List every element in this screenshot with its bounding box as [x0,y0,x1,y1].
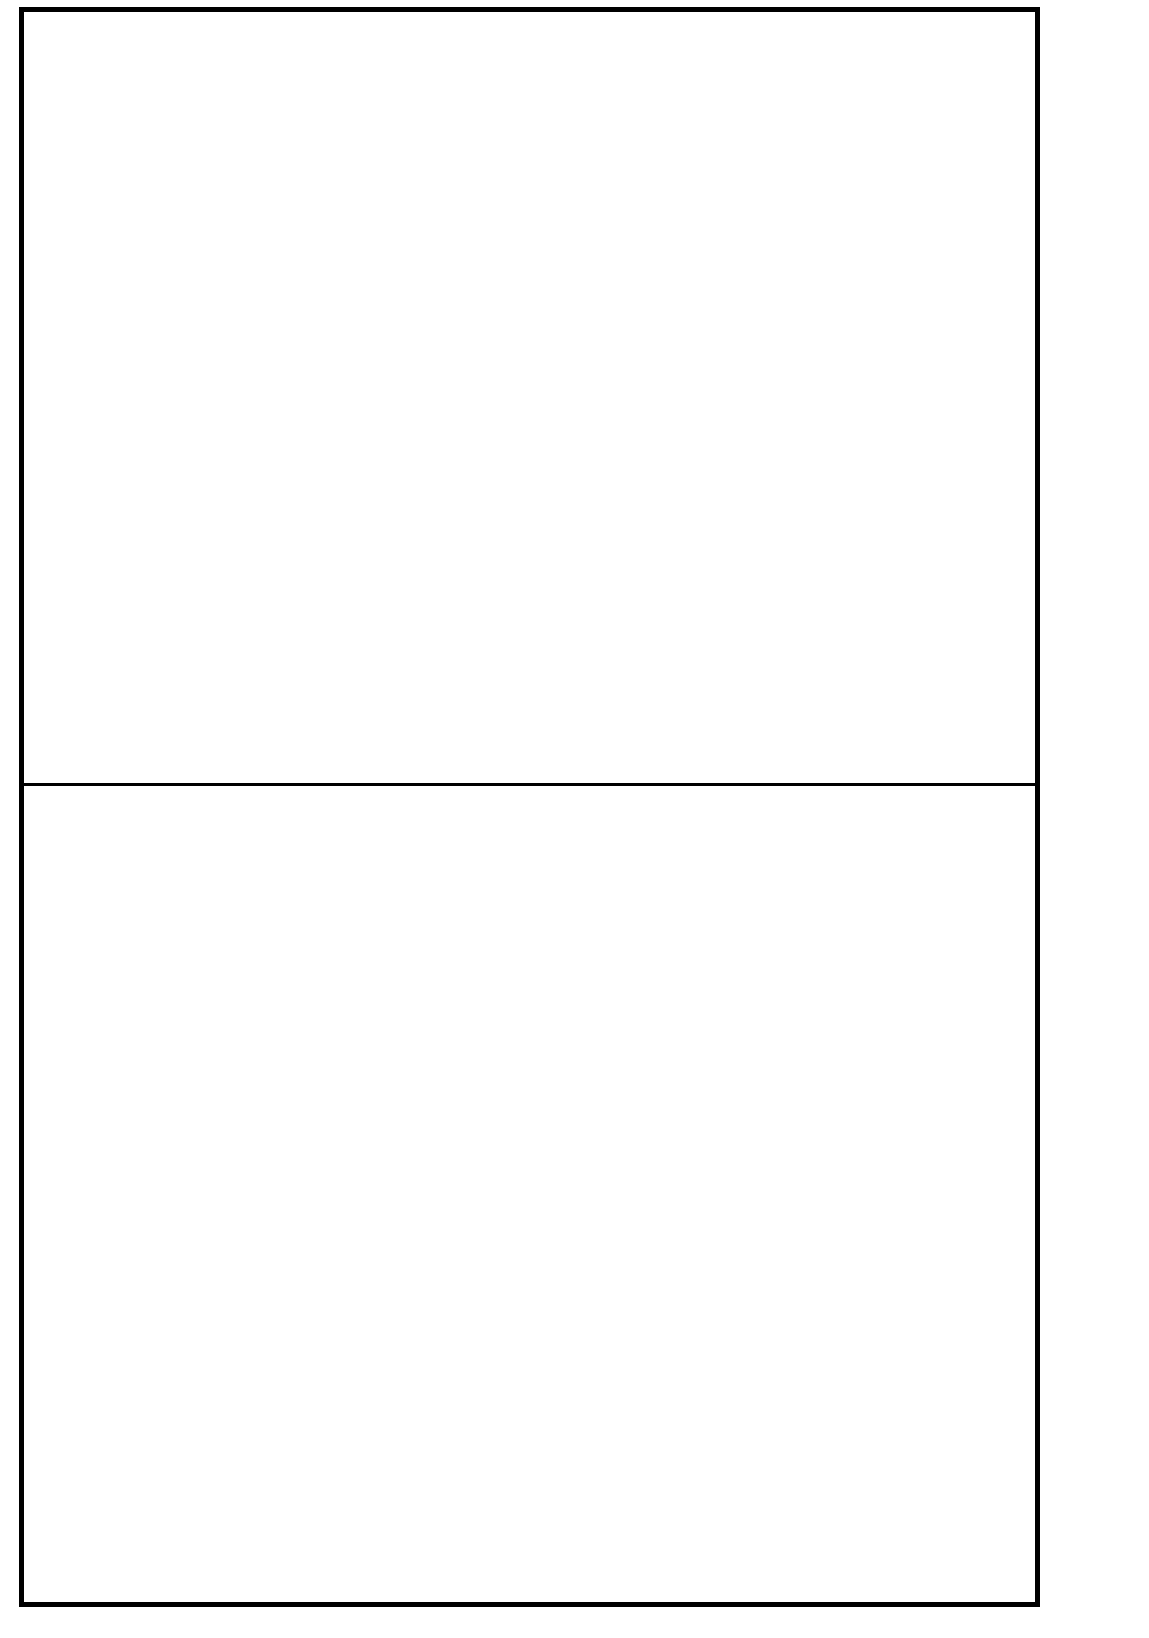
page-frame [19,7,1040,1607]
header-label [1065,118,1109,278]
section-divider [19,783,1040,786]
header-text [1065,118,1109,278]
